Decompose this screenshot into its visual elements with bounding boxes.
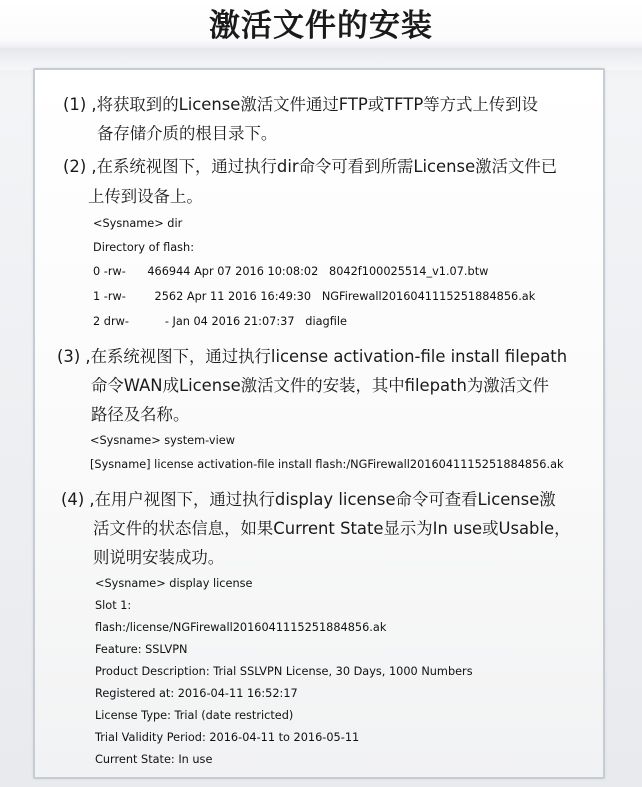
step-4-code-5: Product Description: Trial SSLVPN License, 30 Days, 1000 Numbers	[95, 665, 473, 678]
step-2-code-2: Directory of flash:	[93, 241, 195, 254]
step-3-code-1: <Sysname> system-view	[90, 434, 235, 447]
step-4-code-2: Slot 1:	[95, 599, 132, 612]
step-1-line-2: 备存储介质的根目录下。	[97, 124, 278, 143]
step-4-code-7: License Type: Trial (date restricted)	[95, 709, 294, 722]
step-4-line-3: 则说明安装成功。	[93, 548, 225, 567]
step-4-line-2: 活文件的状态信息，如果Current State显示为In use或Usable，	[93, 519, 571, 538]
step-4-code-6: Registered at: 2016-04-11 16:52:17	[95, 687, 298, 700]
page-title: 激活文件的安装	[209, 8, 433, 44]
step-4-line-1: (4) ,在用户视图下，通过执行display license命令可查看License激	[61, 490, 556, 509]
step-2-code-5: 2 drw- - Jan 04 2016 21:07:37 diagfile	[93, 315, 347, 328]
title-band	[0, 48, 642, 70]
step-4-code-4: Feature: SSLVPN	[95, 643, 188, 656]
step-1-line-1: (1) ,将获取到的License激活文件通过FTP或TFTP等方式上传到设	[63, 95, 538, 114]
step-2-line-1: (2) ,在系统视图下，通过执行dir命令可看到所需License激活文件已	[63, 157, 558, 176]
step-3-line-2: 命令WAN成License激活文件的安装，其中filepath为激活文件	[91, 376, 549, 395]
step-4-code-8: Trial Validity Period: 2016-04-11 to 2016-05-11	[95, 731, 360, 744]
step-4-code-9: Current State: In use	[95, 753, 213, 766]
step-2-code-4: 1 -rw- 2562 Apr 11 2016 16:49:30 NGFirewall2016041115251884856.ak	[93, 290, 536, 303]
step-3-line-1: (3) ,在系统视图下，通过执行license activation-file install filepath	[57, 347, 568, 366]
step-2-line-2: 上传到设备上。	[88, 187, 203, 206]
step-4-code-1: <Sysname> display license	[95, 577, 253, 590]
step-2-code-3: 0 -rw- 466944 Apr 07 2016 10:08:02 8042f100025514_v1.07.btw	[93, 265, 489, 278]
step-3-code-2: [Sysname] license activation-file install flash:/NGFirewall2016041115251884856.ak	[90, 458, 564, 471]
step-2-code-1: <Sysname> dir	[93, 217, 183, 230]
step-4-code-3: flash:/license/NGFirewall2016041115251884856.ak	[95, 621, 387, 634]
step-3-line-3: 路径及名称。	[91, 405, 190, 424]
